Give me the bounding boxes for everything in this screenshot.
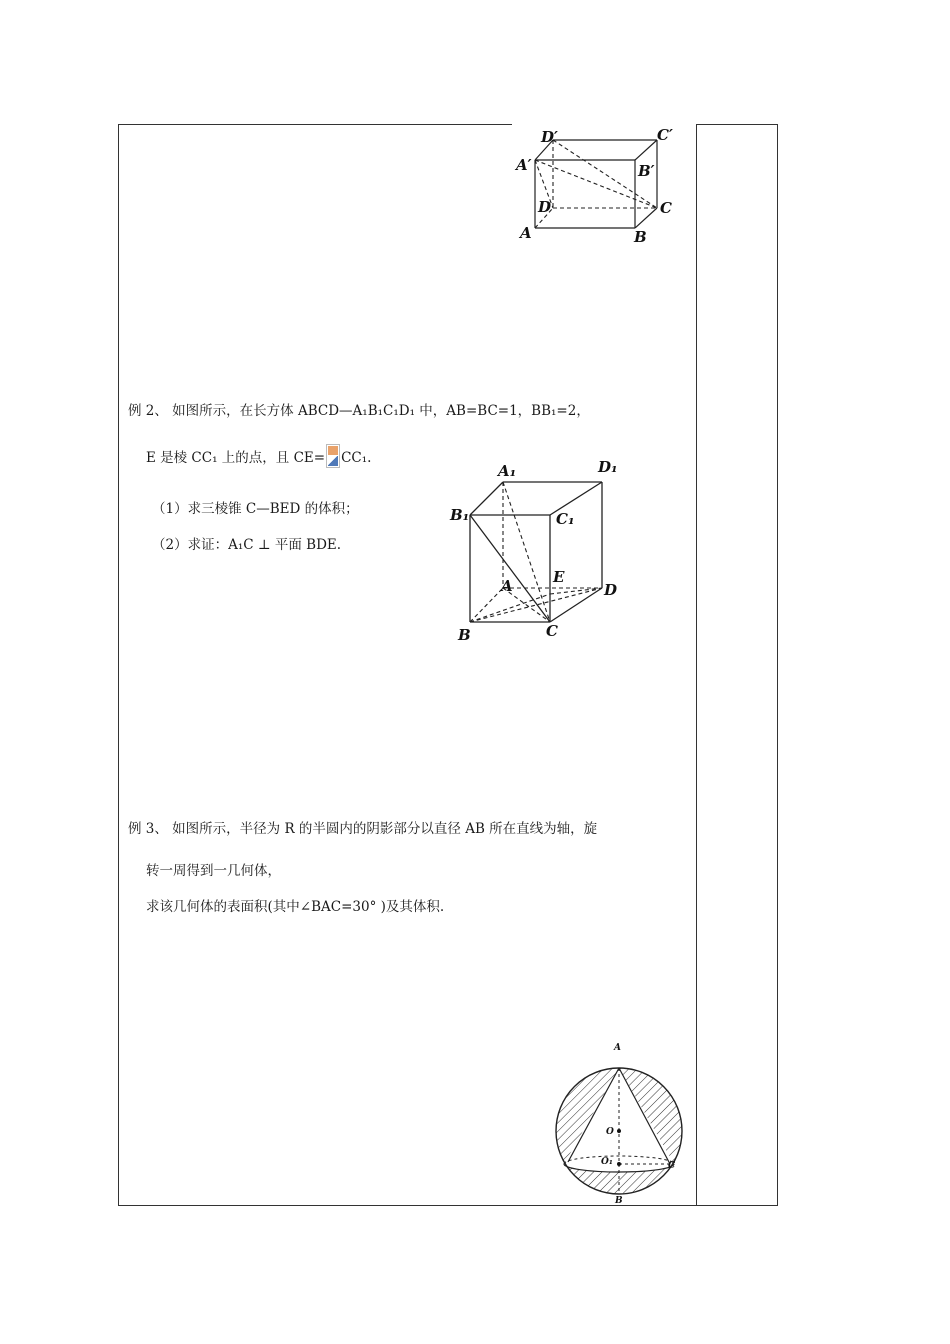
fig3-label: O (606, 1127, 614, 1137)
fig2-label: A (501, 577, 513, 595)
fig3-label: C (668, 1161, 676, 1171)
cuboid-figure-2 (448, 458, 628, 648)
example3-line3: 求该几何体的表面积(其中∠BAC=30° )及其体积. (146, 899, 445, 915)
fig2-label: C₁ (556, 510, 575, 528)
example2-line2-pre: E 是棱 CC₁ 上的点，且 CE= (146, 450, 326, 466)
fraction-image (326, 444, 340, 468)
fig1-label: C′ (657, 126, 673, 144)
fig3-label: B (615, 1196, 623, 1206)
fig1-label: B′ (638, 162, 655, 180)
example2-question1: （1）求三棱锥 C—BED 的体积； (152, 501, 359, 517)
fig1-label: B (634, 228, 647, 246)
example3-line1: 例 3、 如图所示，半径为 R 的半圆内的阴影部分以直径 AB 所在直线为轴，旋 (128, 821, 598, 837)
fig3-label: O₁ (601, 1157, 613, 1167)
fig1-label: A′ (516, 156, 532, 174)
fig1-label: A (520, 224, 532, 242)
fig2-label: B₁ (450, 506, 470, 524)
cuboid-figure-1 (505, 120, 695, 250)
example3-line2: 转一周得到一几何体， (146, 863, 281, 879)
fig2-label: B (458, 626, 471, 644)
fig1-label: C (660, 199, 672, 217)
example2-line2 (146, 444, 371, 468)
fig1-label: D (538, 198, 552, 216)
example2-line2-post: CC₁. (341, 450, 372, 466)
fig2-label: A₁ (498, 462, 517, 480)
fig1-label: D′ (541, 128, 558, 146)
fig2-label: E (553, 568, 565, 586)
example2-line1: 例 2、 如图所示，在长方体 ABCD—A₁B₁C₁D₁ 中，AB=BC=1，BB₁=2， (128, 403, 590, 419)
fig2-label: C (546, 622, 558, 640)
sphere-cone-figure (548, 1022, 698, 1207)
fig3-label: A (614, 1043, 621, 1053)
fig2-label: D₁ (598, 458, 618, 476)
example2-question2: （2）求证：A₁C ⊥ 平面 BDE. (152, 537, 342, 553)
fig2-label: D (604, 581, 618, 599)
